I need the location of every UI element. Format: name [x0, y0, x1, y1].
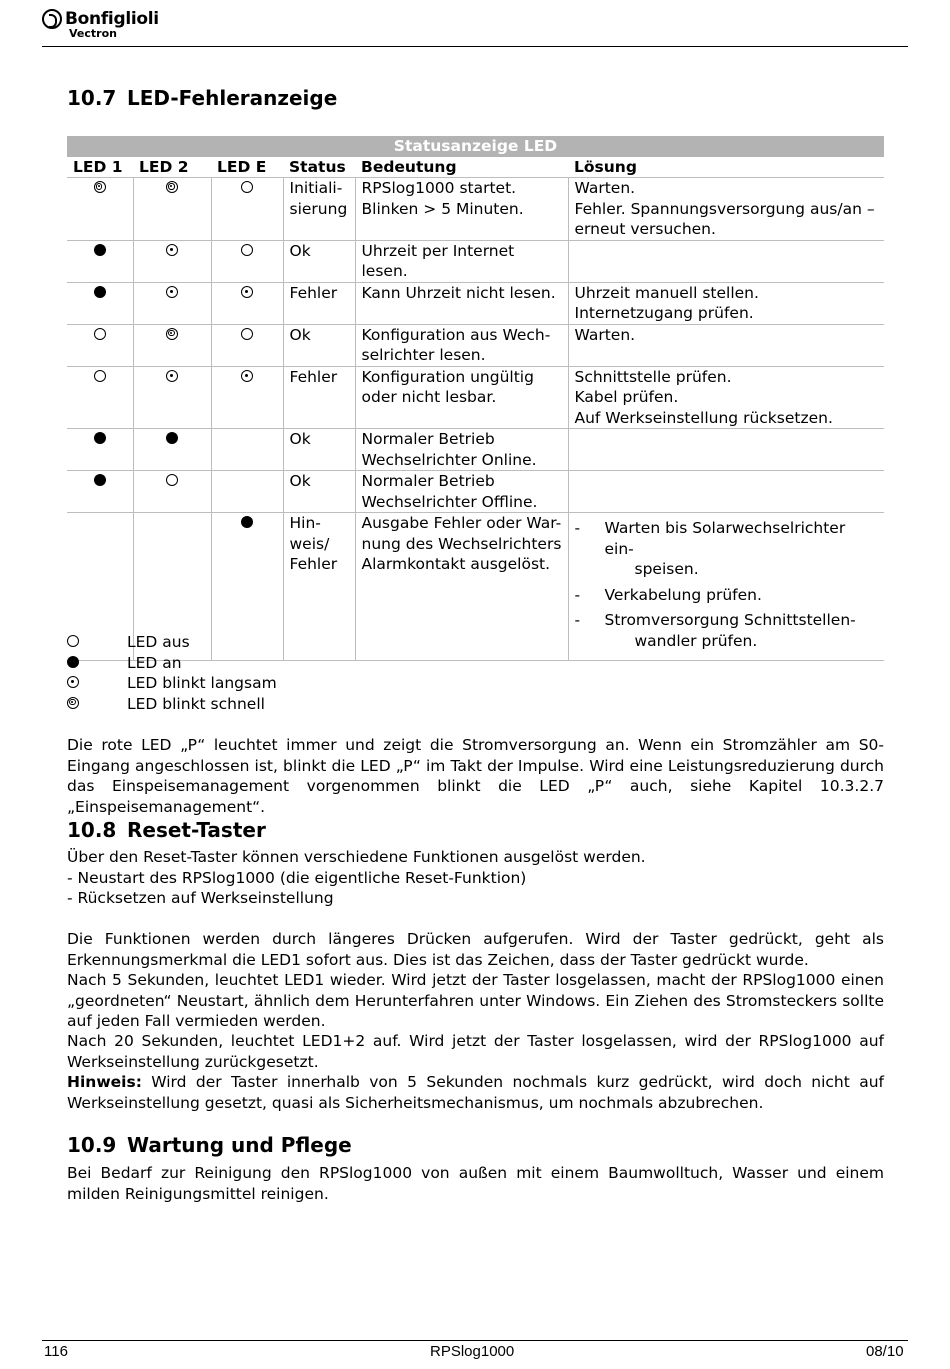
reset-paragraph-2: Nach 5 Sekunden, leuchtet LED1 wieder. Wird jetzt der Taster losgelassen, macht der RPSlog1000 einen „geordneten“ Neustart, ähnlich dem Herunterfahren unter Windows. Ein Ziehen des Stromsteckers sollte auf jeden Fall vermieden werden. [67, 971, 884, 1030]
cell-line: Fehler [289, 555, 338, 573]
column-header-status: Status [283, 157, 355, 178]
cell-line: Schnittstelle prüfen. [574, 367, 732, 386]
cell-line: Uhrzeit manuell stellen. [574, 283, 759, 302]
bonfiglioli-logo-icon [42, 9, 62, 29]
led-off-icon [166, 474, 178, 486]
reset-item-restart: - Neustart des RPSlog1000 (die eigentliche Reset-Funktion) [67, 868, 527, 887]
legend-label: LED blinkt langsam [127, 674, 277, 692]
cell-status [283, 471, 355, 513]
led-on-icon [94, 244, 106, 256]
page-number: 116 [44, 1343, 68, 1360]
led-on-icon [166, 432, 178, 444]
header-divider [42, 46, 908, 47]
legend-item [67, 694, 277, 715]
led-blink-slow-icon [166, 244, 178, 256]
cell-line: Ok [289, 430, 311, 448]
table-row [67, 429, 884, 471]
brand-logo [42, 9, 159, 40]
legend-item [67, 673, 277, 694]
cell-line: Fehler [289, 367, 338, 386]
cell-lede [211, 324, 283, 366]
cell-line: Warten. [574, 179, 636, 197]
bullet-line: Warten bis Solarwechselrichter ein- [604, 519, 846, 558]
cell-status [283, 240, 355, 282]
cell-meaning [355, 240, 568, 282]
legend-symbol [67, 673, 127, 694]
bullet-line: speisen. [634, 560, 699, 578]
cell-status [283, 282, 355, 324]
cell-led2 [133, 282, 211, 324]
cell-line: Alarmkontakt ausgelöst. [361, 555, 551, 573]
led-blink-slow-icon [241, 286, 253, 298]
cell-meaning [355, 513, 568, 661]
table-row [67, 471, 884, 513]
cell-led1 [67, 366, 133, 429]
cell-meaning [355, 282, 568, 324]
led-blink-fast-icon [67, 697, 79, 709]
cell-line: Hin- [289, 514, 321, 532]
solution-bullet [575, 610, 879, 651]
legend-label: LED aus [127, 633, 190, 651]
cell-line: Ok [289, 325, 311, 344]
legend-item [67, 632, 277, 653]
bullet-dash: - [574, 585, 581, 604]
led-blink-fast-icon [94, 181, 106, 193]
cell-line: Auf Werkseinstellung rücksetzen. [574, 408, 833, 427]
cell-led2 [133, 471, 211, 513]
cell-line: Fehler [289, 283, 338, 302]
column-header-led2: LED 2 [133, 157, 211, 178]
note-text: Wird der Taster innerhalb von 5 Sekunden nochmals kurz gedrückt, wird doch nicht auf Werkseinstellung gesetzt, quasi als Sicherheitsmechanismus, um nochmals abzubrechen. [67, 1073, 884, 1112]
column-header-meaning: Bedeutung [355, 157, 568, 178]
cell-line: Konfiguration aus Wech- [361, 325, 551, 344]
paragraph-led-p: Die rote LED „P“ leuchtet immer und zeigt die Stromversorgung an. Wenn ein Stromzähler am S0-Eingang angeschlossen ist, blinkt die LED „P“ im Takt der Impulse. Wird eine Leistungsreduzierung durch das Einspeisemanagement vorgenommen blinkt die LED „P“ auch, siehe Kapitel 10.3.2.7 „Einspeisemanagement“. [67, 736, 884, 816]
cell-line: oder nicht lesbar. [361, 388, 497, 406]
cell-meaning [355, 178, 568, 241]
cell-line: Ausgabe Fehler oder War- [361, 514, 562, 532]
cell-line: Ok [289, 241, 311, 260]
led-on-icon [67, 656, 79, 668]
cell-lede [211, 429, 283, 471]
cell-status [283, 178, 355, 241]
led-blink-slow-icon [241, 370, 253, 382]
table-row [67, 366, 884, 429]
section-heading-10-8 [67, 818, 266, 842]
cell-led2 [133, 366, 211, 429]
cell-line: weis/ [289, 534, 330, 553]
cell-line: nung des Wechselrichters [361, 534, 562, 553]
cell-solution [568, 471, 884, 513]
cell-led1 [67, 178, 133, 241]
cell-line: Normaler Betrieb [361, 472, 495, 490]
led-on-icon [94, 432, 106, 444]
legend-label: LED blinkt schnell [127, 694, 265, 713]
cell-line: Warten. [574, 325, 636, 344]
cell-line: RPSlog1000 startet. [361, 179, 517, 197]
led-off-icon [241, 328, 253, 340]
legend-symbol [67, 653, 127, 674]
cell-led1 [67, 429, 133, 471]
section-heading-10-7 [67, 86, 337, 110]
section-number: 10.7 [67, 86, 117, 110]
cell-meaning [355, 324, 568, 366]
led-status-table [67, 136, 884, 661]
led-blink-fast-icon [166, 328, 178, 340]
footer-divider [42, 1340, 908, 1341]
cell-solution [568, 178, 884, 241]
cell-solution [568, 513, 884, 661]
reset-paragraph-3: Nach 20 Sekunden, leuchtet LED1+2 auf. Wird jetzt der Taster losgelassen, wird der RPSlog1000 auf Werkseinstellung zurückgesetzt. [67, 1032, 884, 1071]
led-off-icon [241, 181, 253, 193]
cell-meaning [355, 429, 568, 471]
brand-name: Bonfiglioli [65, 9, 159, 29]
bullet-text [605, 585, 762, 606]
cell-line: selrichter lesen. [361, 346, 486, 364]
section-number: 10.8 [67, 818, 117, 842]
cell-led1 [67, 324, 133, 366]
solution-bullet [575, 518, 879, 580]
reset-paragraph-1: Die Funktionen werden durch längeres Drücken aufgerufen. Wird der Taster gedrückt, geht als Erkennungsmerkmal die LED1 sofort aus. Dies ist das Zeichen, dass der Taster gedrückt wurde. [67, 930, 884, 969]
led-off-icon [241, 244, 253, 256]
section-title: Reset-Taster [127, 818, 266, 842]
cell-solution [568, 366, 884, 429]
bullet-line: wandler prüfen. [634, 631, 758, 650]
footer-product: RPSlog1000 [430, 1343, 515, 1360]
cell-status [283, 324, 355, 366]
cell-led2 [133, 178, 211, 241]
legend-symbol [67, 632, 127, 653]
cell-meaning [355, 471, 568, 513]
cell-line: Initiali- [289, 179, 343, 197]
cell-line: Ok [289, 472, 311, 490]
section-number: 10.9 [67, 1133, 117, 1157]
cell-solution [568, 282, 884, 324]
table-row [67, 240, 884, 282]
led-blink-slow-icon [166, 286, 178, 298]
cell-lede [211, 366, 283, 429]
table-title: Statusanzeige LED [67, 136, 884, 157]
led-legend [67, 632, 277, 714]
cell-line: Wechselrichter Offline. [361, 492, 538, 511]
solution-bullet [575, 585, 879, 606]
column-header-solution: Lösung [568, 157, 884, 178]
cell-lede [211, 471, 283, 513]
cell-line: Uhrzeit per Internet lesen. [361, 241, 515, 280]
cell-line: Wechselrichter Online. [361, 450, 537, 469]
maintenance-paragraph: Bei Bedarf zur Reinigung den RPSlog1000 von außen mit einem Baumwolltuch, Wasser und einem milden Reinigungsmittel reinigen. [67, 1164, 884, 1203]
cell-status [283, 429, 355, 471]
bullet-line: Verkabelung prüfen. [604, 585, 762, 604]
footer-date: 08/10 [866, 1343, 904, 1360]
bullet-text [605, 610, 856, 651]
cell-lede [211, 240, 283, 282]
led-blink-slow-icon [166, 370, 178, 382]
bullet-dash: - [574, 519, 581, 537]
reset-item-factory: - Rücksetzen auf Werkseinstellung [67, 889, 334, 907]
led-blink-slow-icon [67, 676, 79, 688]
cell-status [283, 513, 355, 661]
cell-meaning [355, 366, 568, 429]
cell-solution [568, 240, 884, 282]
legend-label: LED an [127, 653, 182, 672]
section-title: Wartung und Pflege [127, 1133, 352, 1157]
led-on-icon [94, 286, 106, 298]
column-header-lede: LED E [211, 157, 283, 178]
cell-line: Normaler Betrieb [361, 430, 495, 448]
led-off-icon [94, 328, 106, 340]
led-blink-fast-icon [166, 181, 178, 193]
cell-lede [211, 282, 283, 324]
section-heading-10-9 [67, 1133, 352, 1157]
cell-status [283, 366, 355, 429]
cell-solution [568, 324, 884, 366]
led-on-icon [94, 474, 106, 486]
cell-led2 [133, 429, 211, 471]
table-row [67, 178, 884, 241]
bullet-line: Stromversorgung Schnittstellen- [604, 611, 856, 629]
table-row [67, 324, 884, 366]
cell-line: Blinken > 5 Minuten. [361, 199, 524, 218]
reset-intro: Über den Reset-Taster können verschiedene Funktionen ausgelöst werden. [67, 848, 646, 866]
column-header-led1: LED 1 [67, 157, 133, 178]
cell-led1 [67, 282, 133, 324]
legend-symbol [67, 694, 127, 715]
cell-led2 [133, 324, 211, 366]
cell-line: erneut versuchen. [574, 220, 716, 238]
cell-line: Konfiguration ungültig [361, 367, 534, 386]
cell-led1 [67, 240, 133, 282]
led-off-icon [94, 370, 106, 382]
legend-item [67, 653, 277, 674]
brand-subname: Vectron [69, 27, 117, 40]
cell-led1 [67, 471, 133, 513]
cell-line: Kann Uhrzeit nicht lesen. [361, 283, 556, 302]
led-on-icon [241, 516, 253, 528]
cell-line: Kabel prüfen. [574, 388, 679, 406]
cell-solution [568, 429, 884, 471]
note-label: Hinweis: [67, 1073, 142, 1091]
cell-line: Internetzugang prüfen. [574, 304, 754, 322]
led-off-icon [67, 635, 79, 647]
table-row [67, 282, 884, 324]
bullet-text [605, 518, 879, 580]
cell-line: Fehler. Spannungsversorgung aus/an – [574, 199, 875, 218]
reset-note [67, 1072, 884, 1113]
cell-led2 [133, 240, 211, 282]
bullet-dash: - [574, 611, 581, 629]
section-title: LED-Fehleranzeige [127, 86, 338, 110]
cell-line: sierung [289, 199, 348, 218]
cell-lede [211, 178, 283, 241]
